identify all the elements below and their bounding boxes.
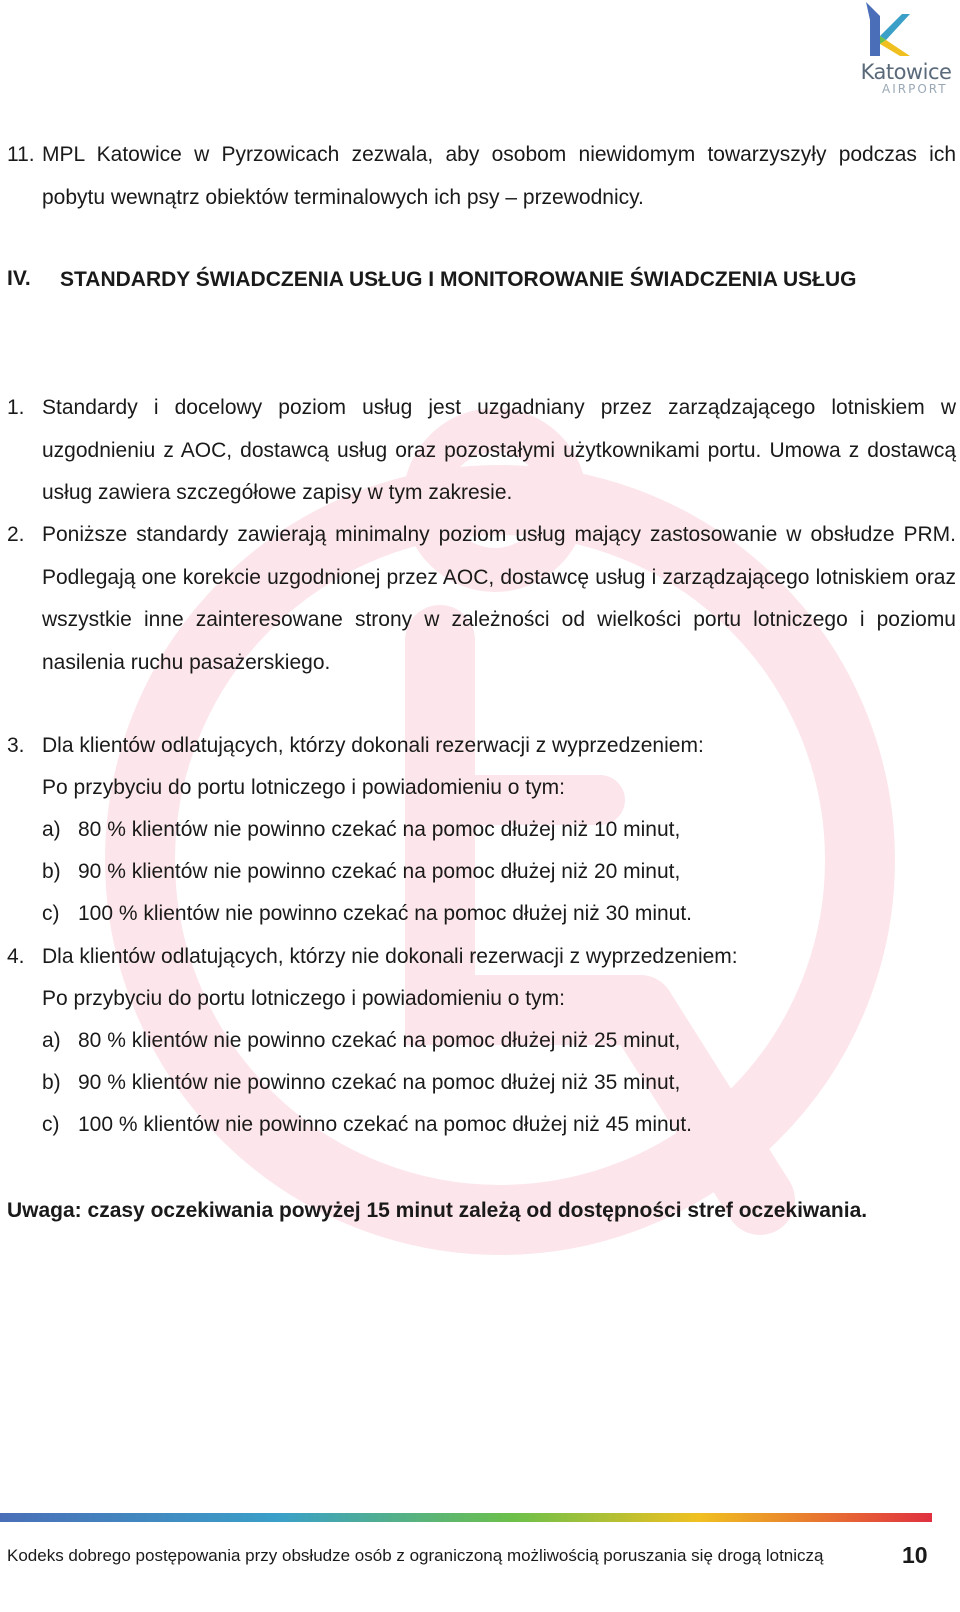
item-4-point-c-letter: c)	[42, 1113, 60, 1136]
item-11-text: MPL Katowice w Pyrzowicach zezwala, aby osobom niewidomym towarzyszyły podczas ich pobytu wewnątrz obiektów terminalowych ich psy – przewodnicy.	[42, 143, 956, 209]
item-1-text: Standardy i docelowy poziom usług jest uzgadniany przez zarządzającego lotniskiem w uzgodnieniu z AOC, dostawcą usług oraz pozostałymi użytkownikami portu. Umowa z dostawcą usług zawiera szczegółowe zapisy w tym zakresie.	[42, 396, 956, 504]
section-number: IV.	[7, 267, 31, 290]
katowice-airport-logo	[856, 0, 956, 100]
item-4-number: 4.	[7, 945, 25, 968]
item-4-point-b-letter: b)	[42, 1071, 61, 1094]
item-4-point-b-text: 90 % klientów nie powinno czekać na pomoc dłużej niż 35 minut,	[78, 1071, 681, 1094]
item-3-point-b-text: 90 % klientów nie powinno czekać na pomoc dłużej niż 20 minut,	[78, 860, 681, 883]
item-3-point-c-text: 100 % klientów nie powinno czekać na pomoc dłużej niż 30 minut.	[78, 902, 693, 925]
item-2-number: 2.	[7, 523, 25, 546]
item-3-number: 3.	[7, 734, 25, 757]
item-4-title: Dla klientów odlatujących, którzy nie dokonali rezerwacji z wyprzedzeniem:	[42, 945, 738, 968]
item-4-point-a-text: 80 % klientów nie powinno czekać na pomoc dłużej niż 25 minut,	[78, 1029, 681, 1052]
item-11-number: 11.	[7, 143, 35, 166]
item-3-title: Dla klientów odlatujących, którzy dokonali rezerwacji z wyprzedzeniem:	[42, 734, 704, 757]
logo-subtitle: AIRPORT	[882, 82, 948, 96]
footer-title: Kodeks dobrego postępowania przy obsłudze osób z ograniczoną możliwością poruszania się drogą lotniczą	[7, 1546, 824, 1565]
page-number: 10	[902, 1542, 928, 1568]
logo-name: Katowice	[860, 60, 952, 84]
item-3-intro: Po przybyciu do portu lotniczego i powiadomieniu o tym:	[42, 776, 565, 799]
airport-k-icon	[860, 0, 920, 60]
item-4-point-c-text: 100 % klientów nie powinno czekać na pomoc dłużej niż 45 minut.	[78, 1113, 693, 1136]
item-1-number: 1.	[7, 396, 25, 419]
item-4-point-a-letter: a)	[42, 1029, 61, 1052]
item-3-point-a-letter: a)	[42, 818, 61, 841]
item-4-intro: Po przybyciu do portu lotniczego i powiadomieniu o tym:	[42, 987, 565, 1010]
item-3-point-b-letter: b)	[42, 860, 61, 883]
note-waiting-zones: Uwaga: czasy oczekiwania powyżej 15 minut zależą od dostępności stref oczekiwania.	[7, 1199, 868, 1222]
section-title: STANDARDY ŚWIADCZENIA USŁUG I MONITOROWANIE ŚWIADCZENIA USŁUG	[60, 268, 857, 291]
item-3-point-c-letter: c)	[42, 902, 60, 925]
item-3-point-a-text: 80 % klientów nie powinno czekać na pomoc dłużej niż 10 minut,	[78, 818, 681, 841]
footer-color-bar	[0, 1513, 932, 1522]
item-2-text: Poniższe standardy zawierają minimalny poziom usług mający zastosowanie w obsłudze PRM. Podlegają one korekcie uzgodnionej przez AOC, dostawcę usług i zarządzającego lotniskiem oraz wszystkie inne zainteresowane strony w zależności od wielkości portu lotniczego i poziomu nasilenia ruchu pasażerskiego.	[42, 523, 956, 674]
